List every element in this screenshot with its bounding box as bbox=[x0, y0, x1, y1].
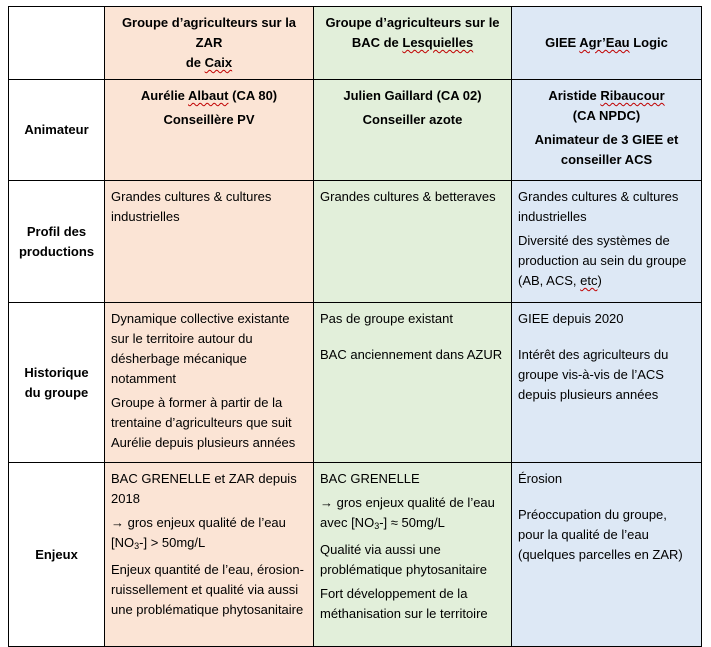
enjeux-lesquielles-text1: BAC GRENELLE bbox=[320, 471, 420, 486]
caix-word: Caix bbox=[204, 55, 233, 70]
enjeux-caix-text1: BAC GRENELLE et ZAR depuis 2018 bbox=[111, 471, 297, 506]
label-profil-line2: productions bbox=[18, 243, 95, 259]
header-lesquielles-line2: BAC de Lesquielles bbox=[351, 35, 474, 50]
comparison-table bbox=[8, 6, 702, 647]
lesquielles-word: Lesquielles bbox=[402, 35, 474, 50]
profil-caix-text: Grandes cultures & cultures industrielles bbox=[111, 189, 272, 224]
historique-lesquielles-text2: BAC anciennement dans AZUR bbox=[320, 347, 503, 362]
animateur-giee-role: Animateur de 3 GIEE et conseiller ACS bbox=[534, 132, 679, 167]
label-historique-line1: Historique bbox=[24, 364, 89, 380]
profil-giee-text2: Diversité des systèmes de production au sein du groupe (AB, ACS, etc) bbox=[518, 233, 687, 288]
label-animateur: Animateur bbox=[9, 80, 105, 181]
historique-caix-text1: Dynamique collective existante sur le territoire autour du désherbage mécanique notamment bbox=[111, 311, 290, 386]
enjeux-caix-text2: → gros enjeux qualité de l’eau $[NO_3-] > 50mg/L$ bbox=[111, 515, 286, 551]
agreau-word: Agr’Eau bbox=[579, 35, 630, 50]
animateur-lesquielles bbox=[314, 80, 512, 181]
row-historique bbox=[9, 303, 702, 463]
header-caix-line2: de Caix bbox=[185, 55, 233, 70]
enjeux-lesquielles bbox=[314, 463, 512, 647]
animateur-caix-name: Aurélie Albaut (CA 80) bbox=[140, 88, 278, 103]
label-enjeux: Enjeux bbox=[9, 463, 105, 647]
enjeux-lesquielles-text4: Fort développement de la méthanisation sur le territoire bbox=[320, 586, 488, 621]
animateur-giee bbox=[512, 80, 702, 181]
historique-caix-text2: Groupe à former à partir de la trentaine d’agriculteurs que suit Aurélie depuis plusieurs années bbox=[111, 395, 296, 450]
corner-cell bbox=[9, 7, 105, 80]
profil-giee-text1: Grandes cultures & cultures industrielles bbox=[518, 189, 679, 224]
profil-giee bbox=[512, 181, 702, 303]
historique-lesquielles bbox=[314, 303, 512, 463]
label-historique-line2: du groupe bbox=[24, 384, 89, 400]
etc-word: etc bbox=[580, 273, 598, 288]
animateur-lesquielles-name: Julien Gaillard (CA 02) bbox=[343, 88, 482, 103]
albaut-word: Albaut bbox=[188, 88, 229, 103]
profil-lesquielles-text: Grandes cultures & betteraves bbox=[320, 189, 496, 204]
header-lesquielles-line1: Groupe d’agriculteurs sur le bbox=[325, 15, 500, 30]
animateur-giee-org: (CA NPDC) bbox=[572, 108, 641, 123]
header-lesquielles bbox=[314, 7, 512, 80]
enjeux-caix bbox=[105, 463, 314, 647]
historique-caix bbox=[105, 303, 314, 463]
label-profil bbox=[9, 181, 105, 303]
header-caix bbox=[105, 7, 314, 80]
animateur-giee-name: Aristide Ribaucour bbox=[548, 88, 665, 103]
header-giee-text: GIEE Agr’Eau Logic bbox=[545, 35, 668, 50]
profil-lesquielles bbox=[314, 181, 512, 303]
enjeux-giee bbox=[512, 463, 702, 647]
historique-giee-text2: Intérêt des agriculteurs du groupe vis-à-vis de l’ACS depuis plusieurs années bbox=[518, 347, 669, 402]
animateur-caix-role: Conseillère PV bbox=[163, 112, 255, 127]
animateur-caix bbox=[105, 80, 314, 181]
header-caix-line1: Groupe d’agriculteurs sur la ZAR bbox=[121, 15, 297, 50]
row-profil bbox=[9, 181, 702, 303]
animateur-lesquielles-role: Conseiller azote bbox=[362, 112, 463, 127]
header-row bbox=[9, 7, 702, 80]
label-historique bbox=[9, 303, 105, 463]
row-enjeux bbox=[9, 463, 702, 647]
ribaucour-word: Ribaucour bbox=[600, 88, 665, 103]
header-giee bbox=[512, 7, 702, 80]
label-profil-line1: Profil des bbox=[26, 223, 87, 239]
enjeux-giee-text2: Préoccupation du groupe, pour la qualité de l’eau (quelques parcelles en ZAR) bbox=[518, 507, 683, 562]
enjeux-caix-text3: Enjeux quantité de l’eau, érosion-ruissellement et qualité via aussi une problématique phytosanitaire bbox=[111, 562, 304, 617]
profil-caix bbox=[105, 181, 314, 303]
historique-lesquielles-text1: Pas de groupe existant bbox=[320, 311, 453, 326]
historique-giee-text1: GIEE depuis 2020 bbox=[518, 311, 624, 326]
row-animateur bbox=[9, 80, 702, 181]
enjeux-giee-text1: Érosion bbox=[518, 471, 563, 486]
historique-giee bbox=[512, 303, 702, 463]
enjeux-lesquielles-text3: Qualité via aussi une problématique phytosanitaire bbox=[320, 542, 487, 577]
enjeux-lesquielles-text2: → gros enjeux qualité de l’eau avec $[NO_3-] \approx 50mg/L$ bbox=[320, 495, 495, 531]
